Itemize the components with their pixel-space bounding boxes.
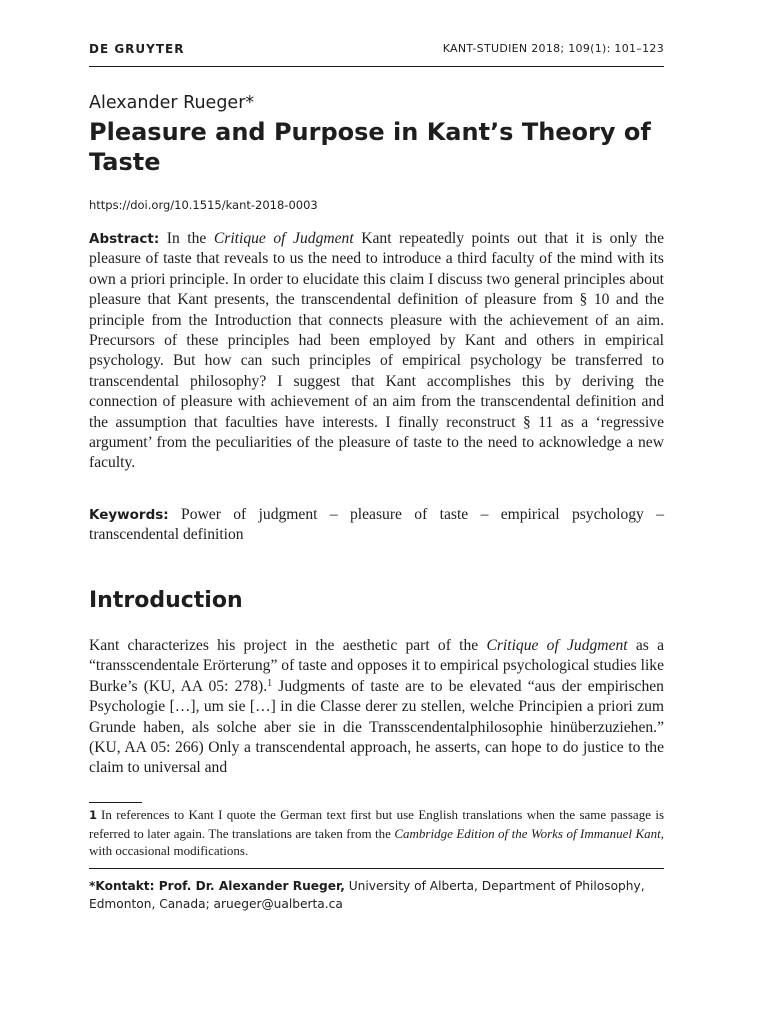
abstract-text-rest: Kant repeatedly points out that it is only the pleasure of taste that reveals to us the need to introduce a third faculty of the mind with its own a priori principle. In order to elucidate this claim I discuss two general principles about pleasure that Kant presents, the transcendental definition of pleasure from § 10 and the principle from the Introduction that connects pleasure with the achievement of an aim. Precursors of these principles had been employed by Kant and others in empirical psychology. But how can such principles of empirical psychology be transferred to transcendental philosophy? I suggest that Kant accomplishes this by deriving the connection of pleasure with achievement of an aim from the transcendental definition and the assumption that faculties have interests. I finally reconstruct § 11 as a ‘regressive argument’ from the peculiarities of the pleasure of taste to the need to acknowledge a new faculty.	[89, 230, 664, 472]
introduction-paragraph	[89, 636, 664, 779]
article-first-page	[89, 0, 664, 1024]
footnote-1	[89, 806, 664, 860]
contact-text: University of Alberta, Department of Philosophy, Edmonton, Canada; arueger@ualberta.ca	[89, 879, 645, 911]
footnote-text-end: , with occasional modifications.	[89, 825, 664, 859]
contact-label: *Kontakt: Prof. Dr. Alexander Rueger,	[89, 879, 345, 893]
section-heading-introduction: Introduction	[89, 588, 243, 613]
contact-divider	[89, 868, 664, 869]
doi-link[interactable]: https://doi.org/10.1515/kant-2018-0003	[89, 198, 318, 212]
author-contact	[89, 877, 664, 913]
article-title: Pleasure and Purpose in Kant’s Theory of Taste	[89, 118, 651, 176]
header-divider	[89, 66, 664, 67]
abstract	[89, 229, 664, 474]
intro-text-start: Kant characterizes his project in the aesthetic part of the	[89, 637, 487, 654]
running-header	[89, 40, 664, 60]
intro-text-end: Judgments of taste are to be elevated “aus der empirischen Psychologie […], um sie […] in die Classe derer zu stellen, welche Principien a priori zum Grunde haben, als solche aber sie in die Transscendentalphilosophie hinüberzuziehen.” (KU, AA 05: 266) Only a transcendental approach, he asserts, can hope to do justice to the claim to universal and	[89, 677, 664, 777]
footnote-number: 1	[89, 808, 98, 822]
intro-text-middle: as a “transscendentale Erörterung” of taste and opposes it to empirical psychological studies like Burke’s (KU, AA 05: 278).	[89, 637, 664, 695]
footnote-divider	[89, 802, 142, 803]
abstract-work-title: Critique of Judgment	[213, 230, 354, 247]
footnote-edition-title: Cambridge Edition of the Works of Immanuel Kant	[394, 825, 661, 841]
footnote-text-start: In references to Kant I quote the German text first but use English translations when the same passage is referred to later again. The translations are taken from the	[89, 807, 664, 841]
keywords	[89, 505, 664, 546]
journal-citation: KANT-STUDIEN 2018; 109(1): 101–123	[442, 42, 664, 55]
keywords-text: Power of judgment – pleasure of taste – empirical psychology – transcendental definition	[89, 506, 664, 544]
intro-work-title: Critique of Judgment	[486, 637, 628, 654]
publisher-name: DE GRUYTER	[89, 42, 185, 56]
footnote-reference[interactable]: 1	[267, 677, 273, 689]
keywords-label: Keywords:	[89, 507, 169, 523]
author-name: Alexander Rueger*	[89, 93, 255, 113]
abstract-label: Abstract:	[89, 231, 160, 247]
abstract-text-start: In the	[159, 230, 214, 247]
